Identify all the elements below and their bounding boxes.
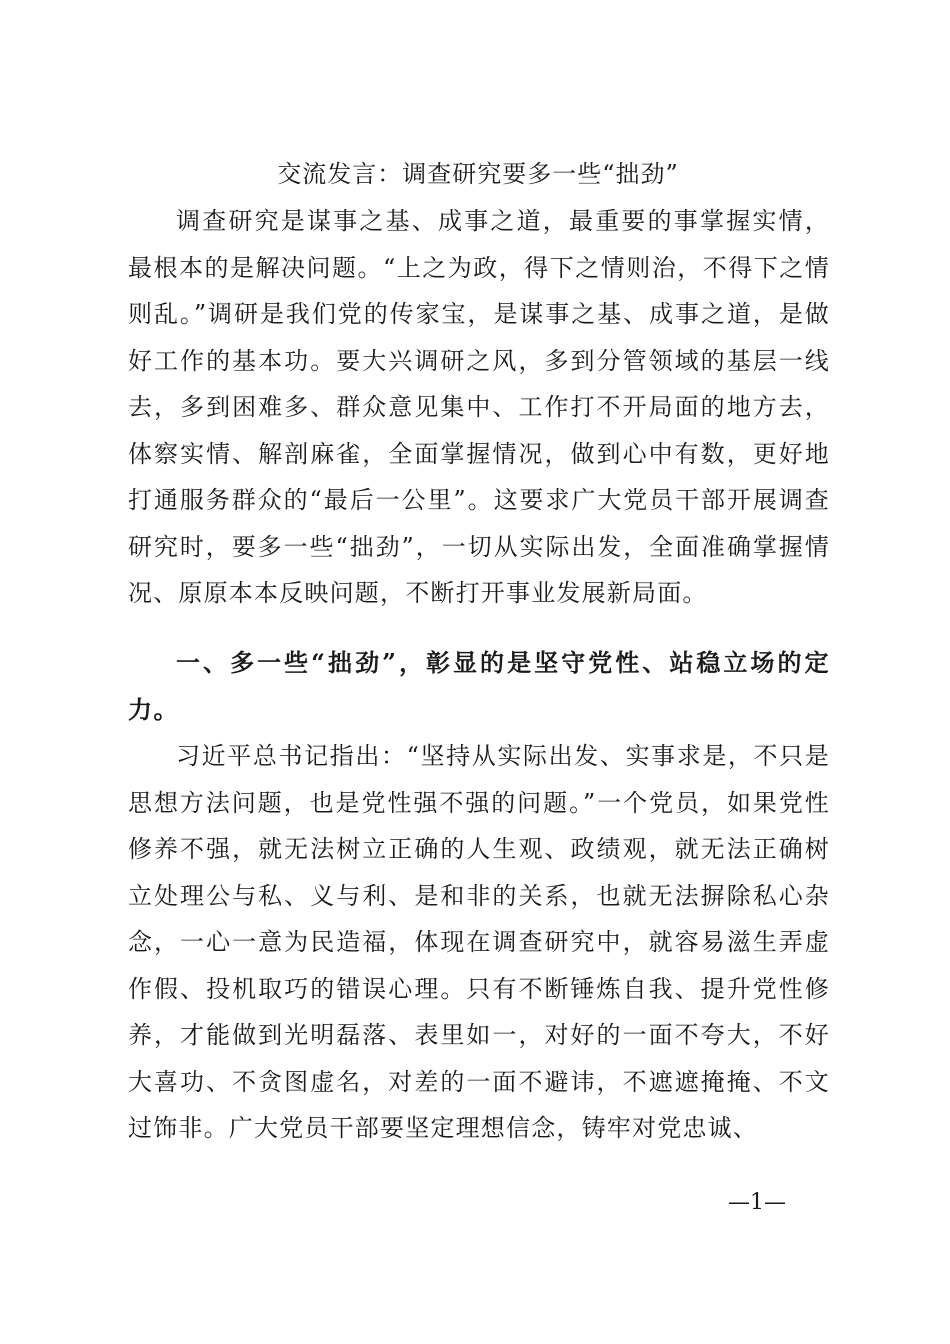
section-heading-1: 一、多一些“拙劲”，彰显的是坚守党性、站稳立场的定力。 — [128, 648, 830, 724]
page-number: —1— — [728, 1190, 786, 1215]
paragraph-section-1: 习近平总书记指出：“坚持从实际出发、实事求是，不只是思想方法问题，也是党性强不强的问题。”一个党员，如果党性修养不强，就无法树立正确的人生观、政绩观，就无法正确树立处理公与私、义与利、是和非的关系，也就无法摒除私心杂念，一心一意为民造福，体现在调查研究中，就容易滋生弄虚作假、投机取巧的错误心理。只有不断锤炼自我、提升党性修养，才能做到光明磊落、表里如一，对好的一面不夸大，不好大喜功、不贪图虚名，对差的一面不避讳，不遮遮掩掩、不文过饰非。广大党员干部要坚定理想信念，铸牢对党忠诚、 — [128, 742, 830, 1142]
document-title: 交流发言：调查研究要多一些“拙劲” — [277, 160, 679, 188]
paragraph-intro: 调查研究是谋事之基、成事之道，最重要的事掌握实情，最根本的是解决问题。“上之为政，得下之情则治，不得下之情则乱。”调研是我们党的传家宝，是谋事之基、成事之道，是做好工作的基本功。要大兴调研之风，多到分管领域的基层一线去，多到困难多、群众意见集中、工作打不开局面的地方去，体察实情、解剖麻雀，全面掌握情况，做到心中有数，更好地打通服务群众的“最后一公里”。这要求广大党员干部开展调查研究时，要多一些“拙劲”，一切从实际出发，全面准确掌握情况、原原本本反映问题，不断打开事业发展新局面。 — [128, 207, 830, 607]
